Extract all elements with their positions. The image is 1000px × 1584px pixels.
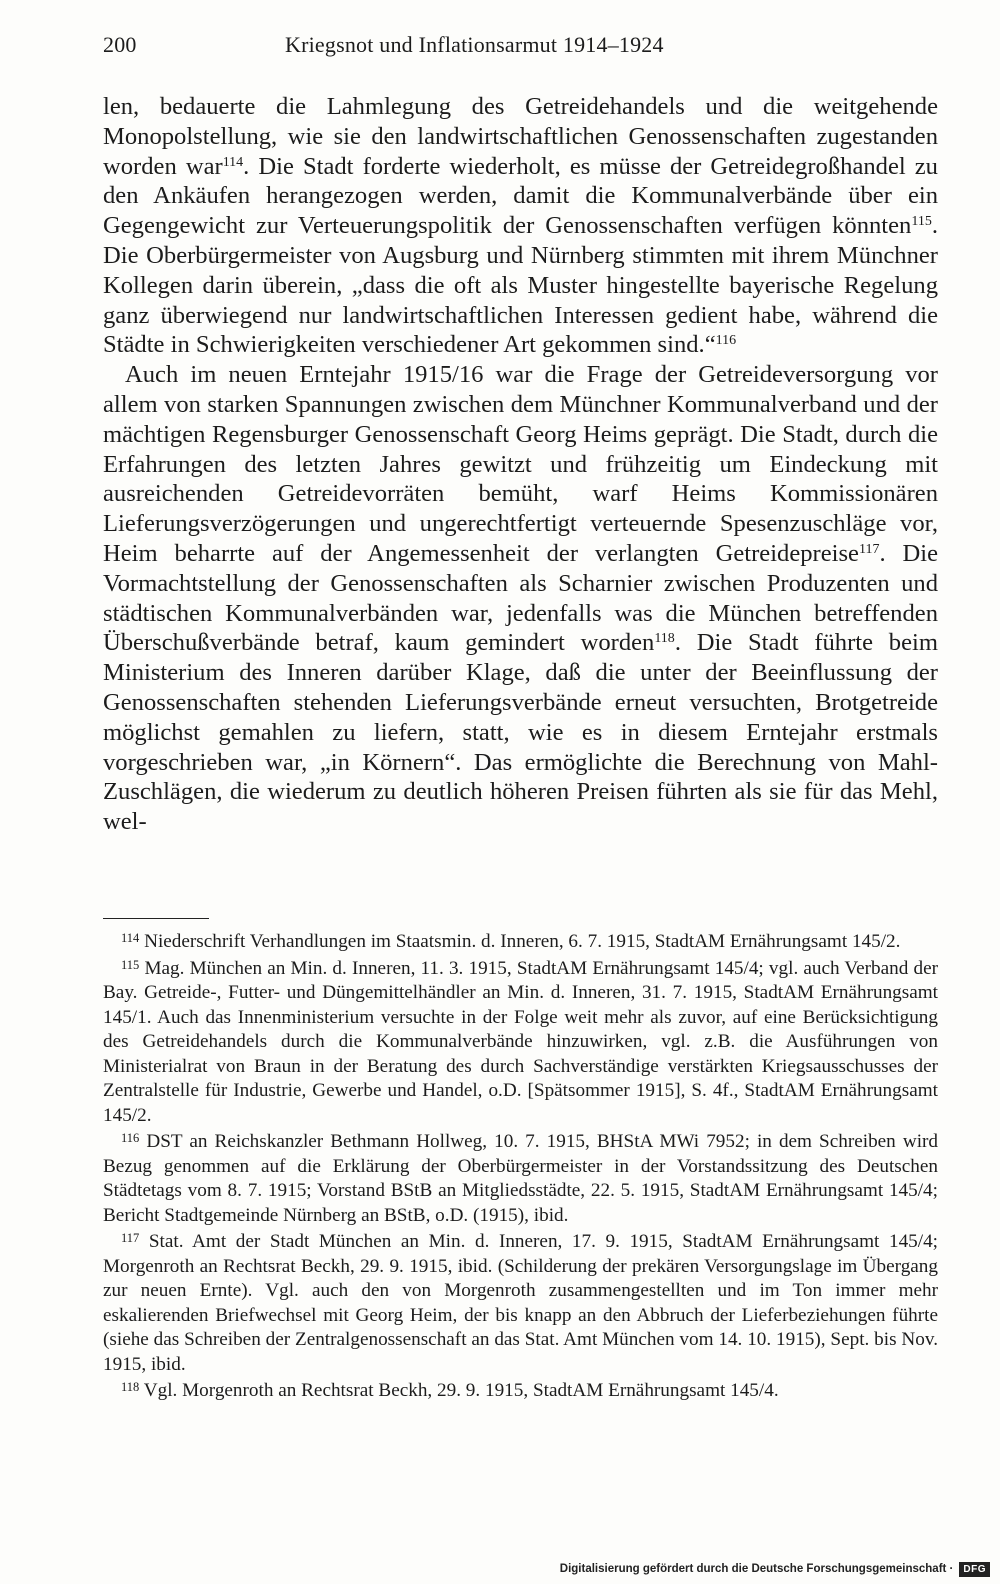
paragraph-2-text-b: . Die Vormachtstellung der Genossenschaften als Scharnier zwischen Produzenten und städtischen Kommunalverbänden war, jedenfalls was die München betreffenden Überschußverbände betraf, kaum gemindert worden [103, 539, 938, 657]
footnote-text: Mag. München an Min. d. Inneren, 11. 3. 1915, StadtAM Ernährungsamt 145/4; vgl. auch Verband der Bay. Getreide-, Futter- und Düngemittelhändler an Min. d. Inneren, 31. 7. 1915, StadtAM Ernährungsamt 145/1. Auch das Innenministerium versuchte in der Folge weit mehr als zuvor, auf eine Berücksichtigung des Getreidehandels durch die Kommunalverbände hinzuwirken, vgl. z.B. die Ausführungen von Ministerialrat von Braun in der Beratung des durch Sachverständige verstärkten Kriegsausschusses der Zentralstelle für Industrie, Gewerbe und Handel, o.D. [Spätsommer 1915], S. 4f., StadtAM Ernährungsamt 145/2. [103, 957, 939, 1126]
footnote-number: 114 [121, 931, 140, 945]
footnote-text: Stat. Amt der Stadt München an Min. d. Inneren, 17. 9. 1915, StadtAM Ernährungsamt 145/4; Morgenroth an Rechtsrat Beckh, 29. 9. 1915, ibid. (Schilderung der prekären Versorgungslage im Übergang zur neuen Ernte). Vgl. auch den von Morgenroth zusammengestellten und im Ton immer mehr eskalierenden Briefwechsel mit Georg Heim, der bis knapp an den Abbruch der Lieferbeziehungen führte (siehe das Schreiben der Zentralgenossenschaft an das Stat. Amt München vom 14. 10. 1915), Sept. bis Nov. 1915, ibid. [103, 1231, 939, 1375]
page-header [103, 32, 938, 66]
page-number: 200 [103, 32, 137, 57]
footnote-number: 115 [121, 957, 140, 972]
footnote-115 [103, 957, 938, 1129]
footnote-116 [103, 1130, 938, 1228]
footnote-ref-115: 115 [911, 214, 932, 230]
footnote-114 [103, 930, 938, 955]
dfg-logo: DFG [959, 1562, 990, 1577]
footnote-ref-114: 114 [222, 154, 244, 170]
footnote-number: 116 [121, 1131, 140, 1145]
main-text [103, 92, 938, 837]
footnote-text: Vgl. Morgenroth an Rechtsrat Beckh, 29. 9. 1915, StadtAM Ernährungsamt 145/4. [143, 1380, 779, 1401]
footnote-ref-118: 118 [654, 631, 675, 647]
footnotes [103, 930, 938, 1406]
footnote-separator [103, 918, 209, 919]
paragraph-1-text-b: . Die Stadt forderte wiederholt, es müsse der Getreidegroßhandel zu den Ankäufen herangezogen werden, damit die Kommunalverbände über ein Gegengewicht zur Verteuerungspolitik der Genossenschaften verfügen könnten [103, 152, 938, 240]
footnote-number: 118 [121, 1380, 140, 1394]
footnote-text: Niederschrift Verhandlungen im Staatsmin. d. Inneren, 6. 7. 1915, StadtAM Ernährungsamt 145/2. [144, 931, 901, 952]
footnote-number: 117 [121, 1231, 140, 1245]
paragraph-2-text-c: . Die Stadt führte beim Ministerium des Inneren darüber Klage, daß die unter der Beeinflussung der Genossenschaften stehenden Lieferungsverbände erneut versuchten, Brotgetreide möglichst gemahlen zu liefern, statt, wie es in diesem Erntejahr erstmals vorgeschrieben war, „in Körnern“. Das ermöglichte die Berechnung von Mahl-Zuschlägen, die wiederum zu deutlich höheren Preisen führten als sie für das Mehl, wel- [103, 629, 938, 836]
running-title: Kriegsnot und Inflationsarmut 1914–1924 [285, 32, 664, 57]
paragraph-2-text-a: Auch im neuen Erntejahr 1915/16 war die Frage der Getreideversorgung vor allem von starken Spannungen zwischen dem Münchner Kommunalverband und der mächtigen Regensburger Genossenschaft Georg Heims geprägt. Die Stadt, durch die Erfahrungen des letzten Jahres gewitzt und frühzeitig um Eindeckung mit ausreichenden Getreidevorräten bemüht, warf Heims Kommissionären Lieferungsverzögerungen und ungerechtfertigt verteuernde Spesenzuschläge vor, Heim beharrte auf der Angemessenheit der verlangten Getreidepreise [103, 361, 938, 567]
digitization-footer [560, 1558, 990, 1580]
paragraph-2 [103, 360, 938, 837]
footnote-117 [103, 1230, 938, 1377]
paragraph-1 [103, 92, 938, 360]
footnote-118 [103, 1379, 938, 1404]
footnote-ref-117: 117 [858, 541, 880, 557]
paragraph-1-text-c: . Die Oberbürgermeister von Augsburg und Nürnberg stimmten mit ihrem Münchner Kollegen darin überein, „dass die oft als Muster hingestellte bayerische Regelung ganz überwiegend nur landwirtschaftlichen Interessen gedient habe, während die Städte in Schwierigkeiten verschiedener Art gekommen sind.“ [103, 212, 938, 359]
digitization-note: Digitalisierung gefördert durch die Deutsche Forschungsgemeinschaft · [559, 1563, 954, 1575]
footnote-text: DST an Reichskanzler Bethmann Hollweg, 10. 7. 1915, BHStA MWi 7952; in dem Schreiben wird Bezug genommen auf die Erklärung der Oberbürgermeister in der Vorstandssitzung des Deutschen Städtetags vom 8. 7. 1915; Vorstand BStB an Mitgliedsstädte, 22. 5. 1915, StadtAM Ernährungsamt 145/4; Bericht Stadtgemeinde Nürnberg an BStB, o.D. (1915), ibid. [103, 1131, 939, 1226]
footnote-ref-116: 116 [715, 333, 737, 349]
paragraph-1-text-a: len, bedauerte die Lahmlegung des Getreidehandels und die weitgehende Monopolstellung, wie sie den landwirtschaftlichen Genossenschaften zugestanden worden war [103, 93, 938, 180]
